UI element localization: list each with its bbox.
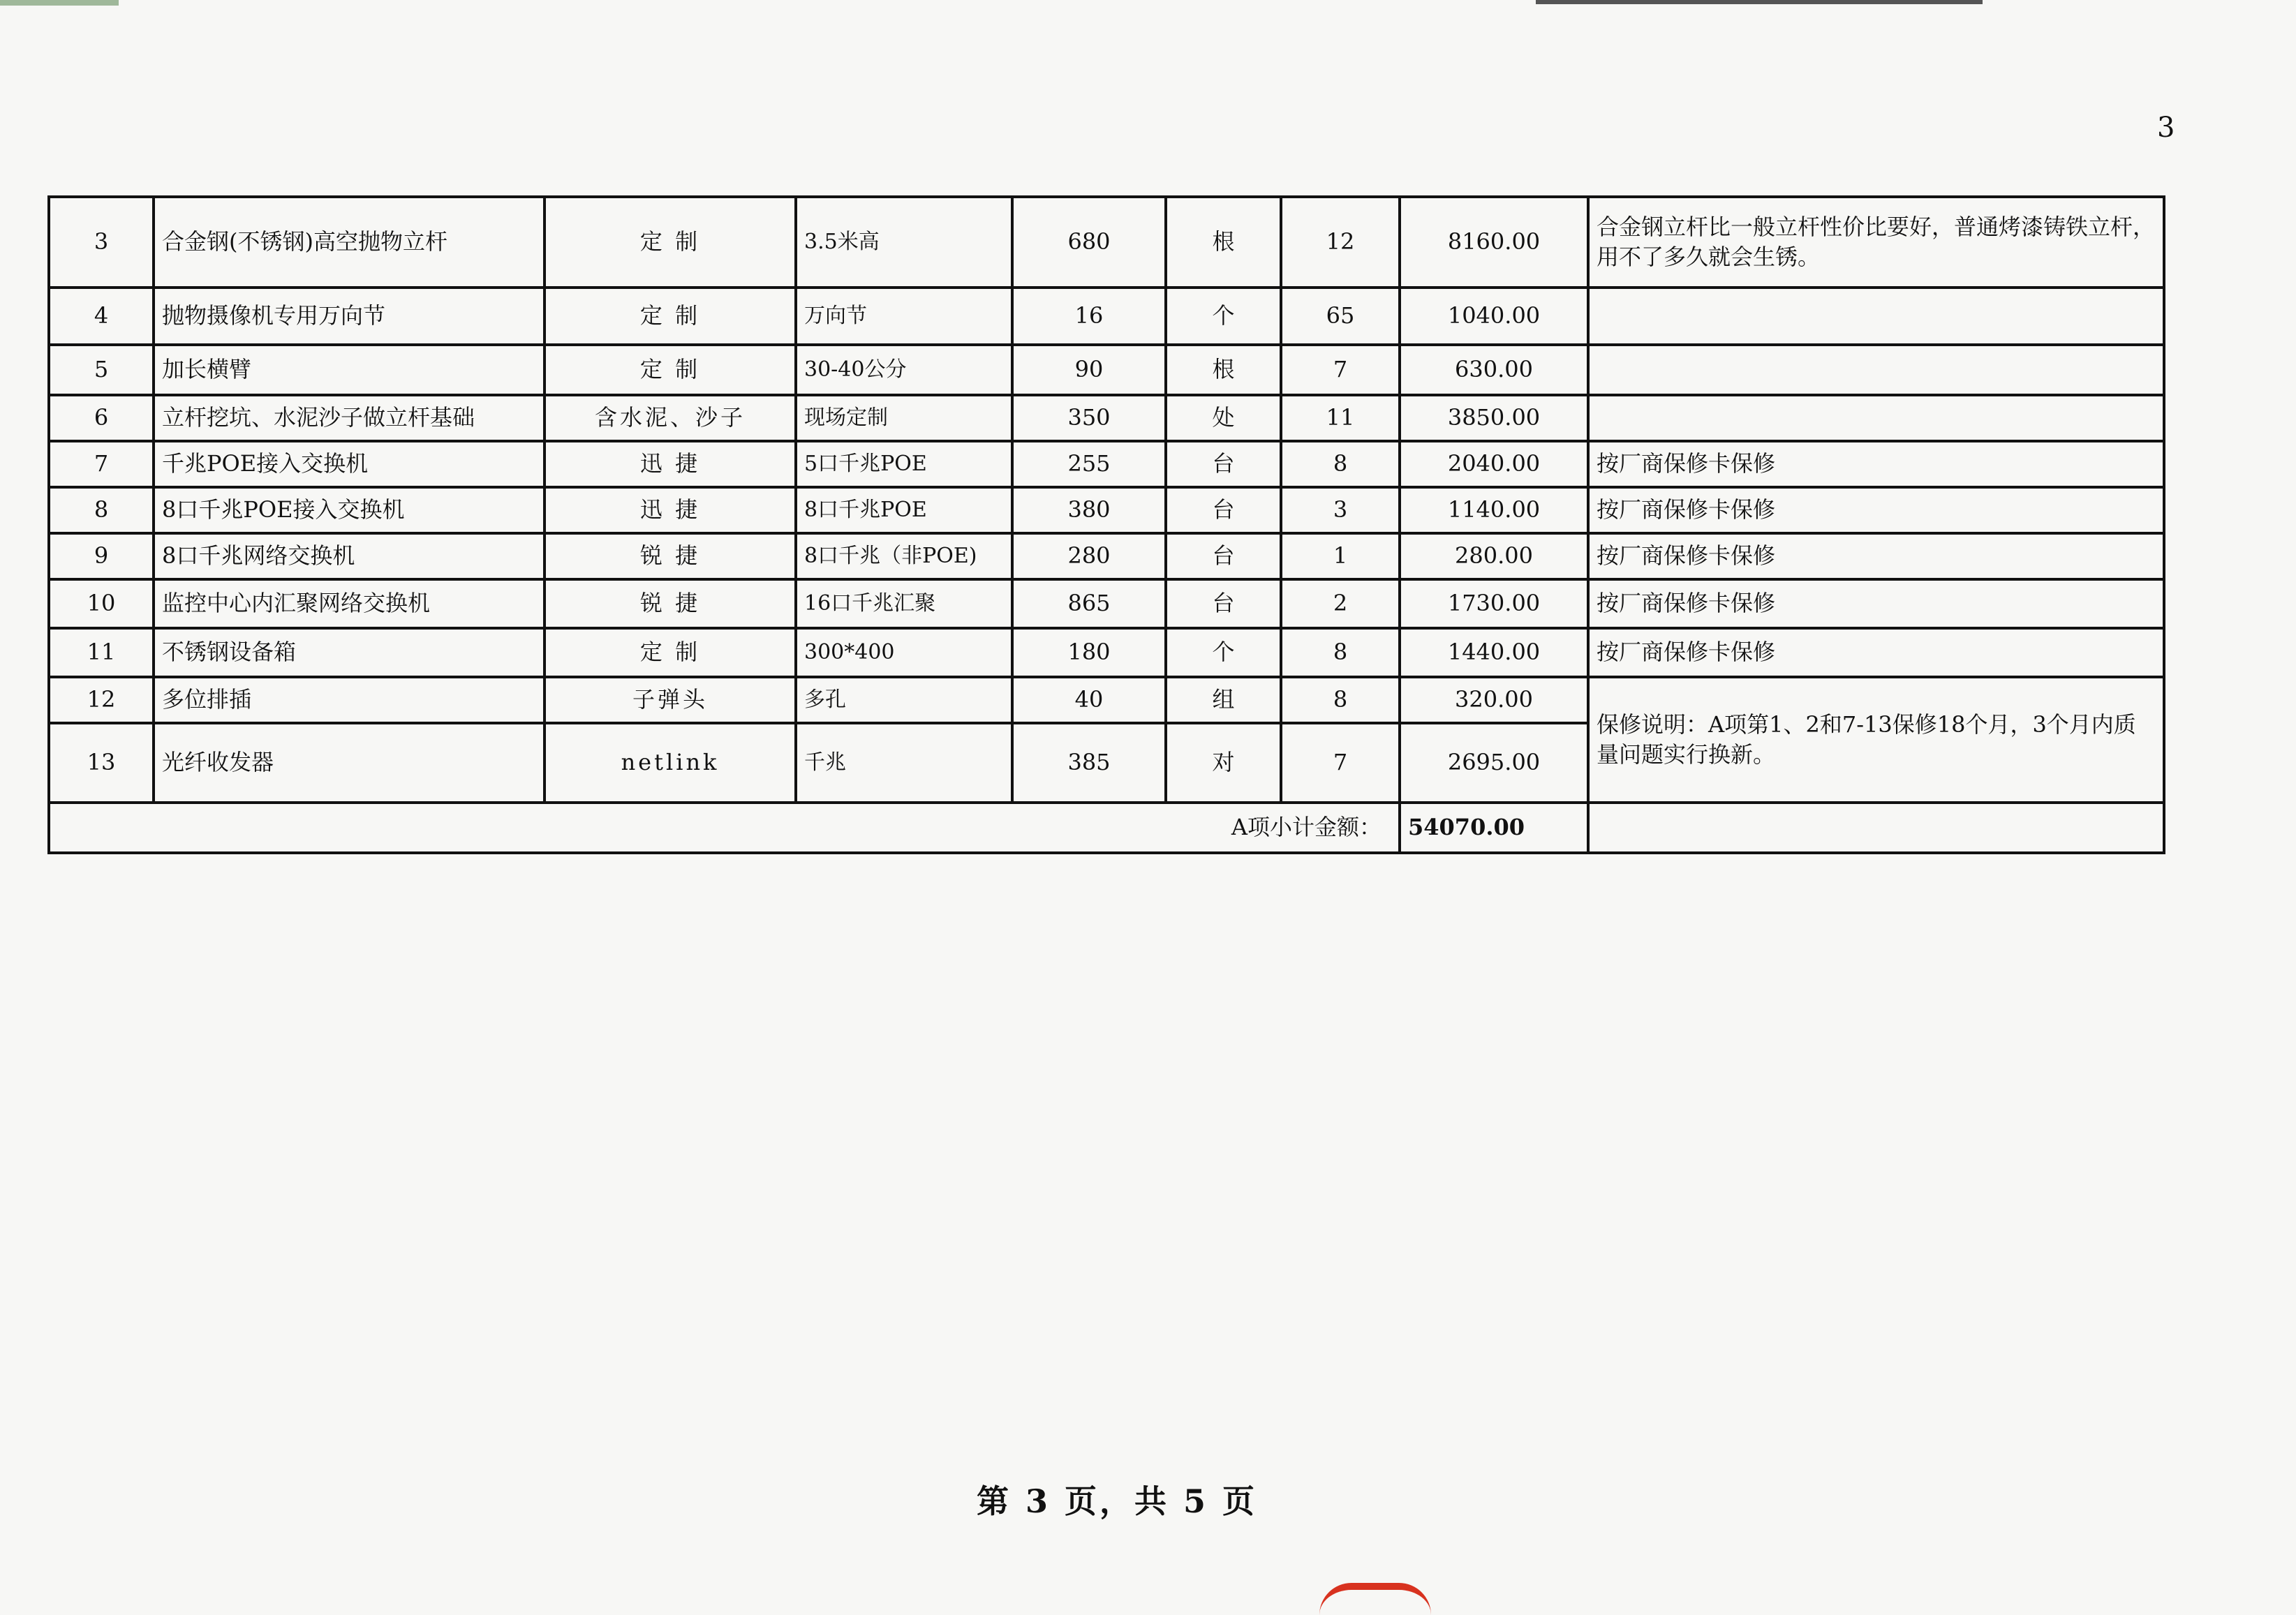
item-quantity: 7 [1281,723,1400,803]
item-amount: 1440.00 [1400,628,1588,677]
item-note [1588,395,2164,441]
item-note: 合金钢立杆比一般立杆性价比要好，普通烤漆铸铁立杆，用不了多久就会生锈。 [1588,197,2164,288]
item-quantity: 1 [1281,533,1400,579]
item-name: 立杆挖坑、水泥沙子做立杆基础 [154,395,545,441]
item-note: 按厂商保修卡保修 [1588,441,2164,487]
row-number: 11 [49,628,154,677]
row-number: 3 [49,197,154,288]
item-unit: 根 [1166,345,1281,395]
item-unit: 处 [1166,395,1281,441]
item-amount: 2695.00 [1400,723,1588,803]
item-name: 光纤收发器 [154,723,545,803]
subtotal-row [49,803,2164,853]
item-brand: 迅 捷 [545,487,796,533]
scan-edge-mark [1536,0,1983,4]
item-brand: 定 制 [545,197,796,288]
item-unit: 台 [1166,487,1281,533]
item-brand: 锐 捷 [545,579,796,628]
item-spec: 3.5米高 [796,197,1012,288]
row-number: 7 [49,441,154,487]
row-number: 9 [49,533,154,579]
item-quantity: 3 [1281,487,1400,533]
table-row [49,441,2164,487]
item-note [1588,345,2164,395]
row-number: 5 [49,345,154,395]
scan-edge-mark [0,0,119,6]
item-price: 865 [1012,579,1166,628]
item-spec: 8口千兆POE [796,487,1012,533]
item-amount: 630.00 [1400,345,1588,395]
page-footer: 第 3 页，共 5 页 [976,1482,1258,1520]
item-amount: 3850.00 [1400,395,1588,441]
item-brand: netlink [545,723,796,803]
table-row [49,197,2164,288]
item-unit: 台 [1166,579,1281,628]
item-name: 8口千兆网络交换机 [154,533,545,579]
item-name: 不锈钢设备箱 [154,628,545,677]
item-quantity: 12 [1281,197,1400,288]
item-price: 16 [1012,288,1166,345]
item-unit: 个 [1166,288,1281,345]
item-brand: 含水泥、沙子 [545,395,796,441]
item-amount: 320.00 [1400,677,1588,723]
item-brand: 锐 捷 [545,533,796,579]
item-unit: 根 [1166,197,1281,288]
item-spec: 现场定制 [796,395,1012,441]
subtotal-empty-cell [1588,803,2164,853]
table-body [49,197,2164,853]
item-amount: 1040.00 [1400,288,1588,345]
item-name: 8口千兆POE接入交换机 [154,487,545,533]
table-row [49,487,2164,533]
page-corner-number: 3 [2157,112,2175,144]
item-amount: 1730.00 [1400,579,1588,628]
item-brand: 迅 捷 [545,441,796,487]
subtotal-label: A项小计金额： [49,803,1400,853]
item-quantity: 8 [1281,677,1400,723]
table-row [49,677,2164,723]
item-price: 385 [1012,723,1166,803]
item-unit: 对 [1166,723,1281,803]
item-quantity: 2 [1281,579,1400,628]
item-unit: 个 [1166,628,1281,677]
item-price: 90 [1012,345,1166,395]
item-spec: 8口千兆（非POE) [796,533,1012,579]
item-unit: 组 [1166,677,1281,723]
table-row [49,345,2164,395]
item-quantity: 65 [1281,288,1400,345]
item-quantity: 8 [1281,441,1400,487]
item-spec: 30-40公分 [796,345,1012,395]
row-number: 12 [49,677,154,723]
row-number: 6 [49,395,154,441]
item-note: 按厂商保修卡保修 [1588,579,2164,628]
stamp-fragment [1319,1583,1431,1615]
subtotal-value: 54070.00 [1400,803,1588,853]
item-note: 按厂商保修卡保修 [1588,533,2164,579]
item-spec: 16口千兆汇聚 [796,579,1012,628]
item-brand: 定 制 [545,288,796,345]
item-name: 加长横臂 [154,345,545,395]
table-row [49,579,2164,628]
row-number: 13 [49,723,154,803]
item-quantity: 11 [1281,395,1400,441]
item-brand: 定 制 [545,628,796,677]
row-number: 10 [49,579,154,628]
item-brand: 定 制 [545,345,796,395]
item-quantity: 7 [1281,345,1400,395]
table-row [49,395,2164,441]
table-row [49,533,2164,579]
item-price: 680 [1012,197,1166,288]
item-amount: 2040.00 [1400,441,1588,487]
item-unit: 台 [1166,533,1281,579]
item-name: 监控中心内汇聚网络交换机 [154,579,545,628]
item-amount: 8160.00 [1400,197,1588,288]
item-price: 180 [1012,628,1166,677]
item-spec: 千兆 [796,723,1012,803]
warranty-note: 保修说明：A项第1、2和7-13保修18个月，3个月内质量问题实行换新。 [1588,677,2164,803]
table-row [49,628,2164,677]
item-price: 280 [1012,533,1166,579]
item-name: 多位排插 [154,677,545,723]
item-brand: 子弹头 [545,677,796,723]
item-price: 255 [1012,441,1166,487]
item-name: 千兆POE接入交换机 [154,441,545,487]
row-number: 8 [49,487,154,533]
row-number: 4 [49,288,154,345]
item-quantity: 8 [1281,628,1400,677]
item-amount: 280.00 [1400,533,1588,579]
item-price: 350 [1012,395,1166,441]
item-spec: 万向节 [796,288,1012,345]
item-price: 380 [1012,487,1166,533]
item-note: 按厂商保修卡保修 [1588,487,2164,533]
item-spec: 多孔 [796,677,1012,723]
item-spec: 300*400 [796,628,1012,677]
item-amount: 1140.00 [1400,487,1588,533]
item-name: 合金钢(不锈钢)高空抛物立杆 [154,197,545,288]
item-price: 40 [1012,677,1166,723]
item-spec: 5口千兆POE [796,441,1012,487]
item-note: 按厂商保修卡保修 [1588,628,2164,677]
item-unit: 台 [1166,441,1281,487]
table-row [49,288,2164,345]
item-name: 抛物摄像机专用万向节 [154,288,545,345]
price-list-table [47,195,2165,854]
item-note [1588,288,2164,345]
